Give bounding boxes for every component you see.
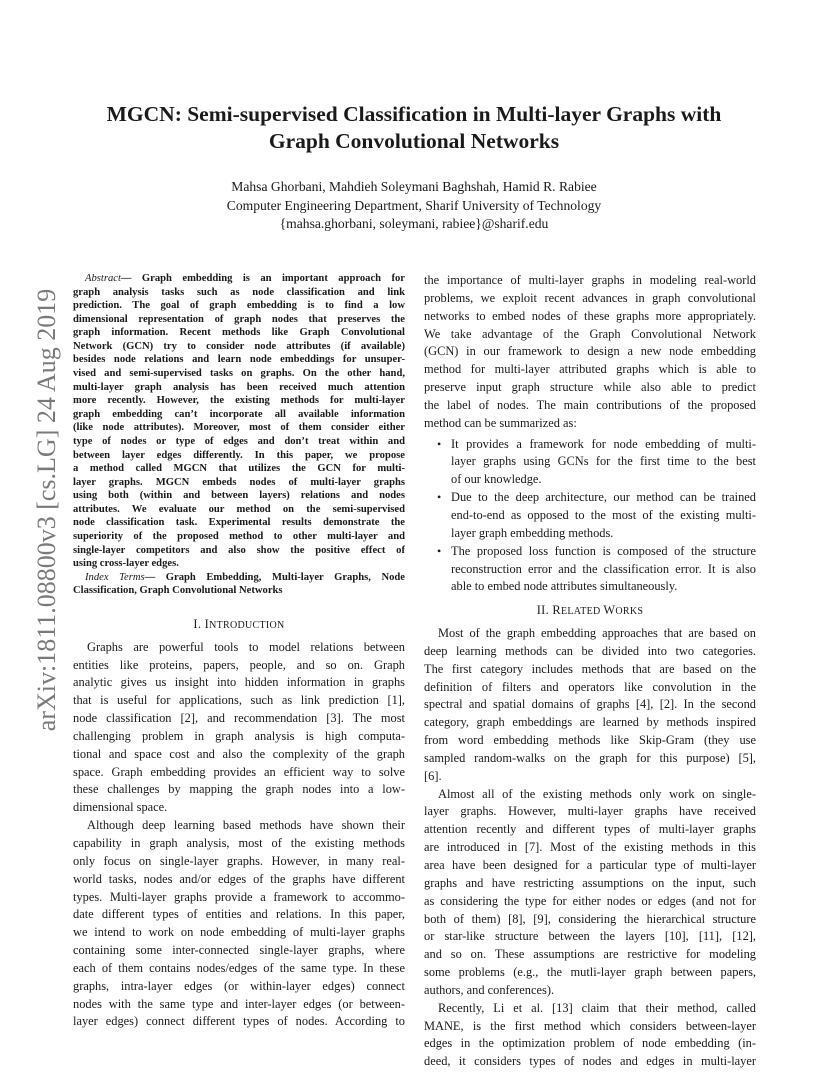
paragraph-line: as considering the type for either nodes or edges (and not for — [424, 893, 756, 908]
paragraph-line: capability in graph analysis, most of the existing methods — [73, 836, 405, 850]
paragraph-line: both of them) [8], [9], considering the hierarchical structure — [424, 911, 756, 926]
paragraph-line: definition of filters and operators like convolution in the — [424, 679, 756, 694]
paragraph-line: deep learning methods can be divided into two categories. — [424, 643, 756, 658]
paragraph-line: tional and space cost and also the complexity of the graph — [73, 746, 405, 761]
index-terms-label: Index Terms — [85, 571, 145, 583]
paragraph-line: spectral and spatial domains of graphs [4], [2]. In the second — [424, 697, 756, 712]
paragraph-line: authors, and conferences). — [424, 982, 555, 997]
abstract-line: multi-layer graph analysis has been received much attention — [73, 381, 405, 393]
author-block — [60, 178, 768, 234]
abstract-line: superiority of the proposed method to other multi-layer and — [73, 530, 405, 542]
contribution-line: end-to-end as opposed to the most of the existing multi- — [451, 507, 756, 522]
section-title-rest: ELATED — [560, 606, 604, 618]
paragraph-line: are introduced in [7]. Most of the existing methods in this — [424, 840, 756, 855]
abstract-line: (like node attributes). Moreover, most of them consider either — [73, 422, 405, 434]
section-title-initial: W — [603, 603, 616, 618]
section-heading-introduction — [73, 616, 405, 635]
abstract-line: dimensional representation of graph nodes that preserves the — [73, 313, 405, 325]
paragraph-line: layer graphs. However, multi-layer graphs have received — [424, 804, 756, 819]
abstract-line: vised and semi-supervised tasks on graphs. On the other hand, — [73, 368, 405, 380]
paragraph-line: Graphs are powerful tools to model relations between — [87, 639, 405, 654]
author-affiliation: Computer Engineering Department, Sharif University of Technology — [226, 197, 602, 213]
paragraph-line: these challenges by mapping the graph nodes into a low- — [73, 782, 405, 797]
related-paragraph-3 — [424, 1000, 756, 1071]
index-terms-line — [73, 571, 405, 585]
paragraph-line: challenging problem in graph analysis is high computa- — [73, 728, 405, 743]
paragraph-line: edges in the optimization problem of node embedding (in- — [424, 1036, 756, 1051]
paragraph-line: method can be summarized as: — [424, 415, 577, 430]
contribution-line: Due to the deep architecture, our method can be trained — [451, 490, 756, 505]
paragraph-line: the importance of multi-layer graphs in modeling real-world — [424, 273, 756, 287]
paragraph-line: that is useful for applications, such as link prediction [1], — [73, 693, 405, 708]
abstract-line: node classification task. Experimental results demonstrate the — [73, 517, 405, 529]
paragraph-line: space. Graph embedding provides an efficient way to solve — [73, 764, 405, 779]
paragraph-line: we intend to work on node embedding of multi-layer graphs — [73, 925, 405, 940]
abstract-label: Abstract — [85, 273, 121, 284]
paragraph-line: some problems (e.g., the mutli-layer graph between papers, — [424, 965, 756, 980]
intro-paragraph-2 — [73, 817, 405, 1031]
left-column — [73, 272, 405, 1031]
paragraph-line: Most of the graph embedding approaches that are based on — [438, 626, 756, 641]
paragraph-line: Although deep learning based methods have shown their — [87, 818, 405, 833]
abstract-line: single-layer competitors and also show the positive effect of — [73, 544, 405, 556]
contribution-line: layer graphs using GCNs for the first time to the best — [451, 454, 756, 469]
paragraph-line: (GCN) in our framework to design a new node embedding — [424, 344, 756, 359]
abstract-line: using both (within and between layers) relations and nodes — [73, 490, 405, 502]
contribution-line: It provides a framework for node embedding of multi- — [451, 436, 756, 451]
paragraph-line: We take advantage of the Graph Convolutional Network — [424, 326, 756, 341]
bullet-icon: • — [437, 490, 442, 505]
bullet-icon: • — [437, 436, 442, 451]
contribution-line: layer graph embedding methods. — [451, 525, 614, 540]
author-names: Mahsa Ghorbani, Mahdieh Soleymani Baghshah, Hamid R. Rabiee — [231, 179, 597, 194]
paragraph-line: and so on. These assumptions are restrictive for modeling — [424, 947, 756, 962]
abstract-line: prediction. The goal of graph embedding is to find a low — [73, 300, 405, 312]
paragraph-line: graphs, intra-layer edges (or within-layer edges) connect — [73, 978, 405, 993]
paragraph-line: node classification [2], and recommendation [3]. The most — [73, 711, 405, 726]
paragraph-line: the label of nodes. The main contributions of the proposed — [424, 397, 756, 412]
abstract — [73, 272, 405, 598]
paragraph-line: from word embedding methods like Skip-Gram (they use — [424, 733, 756, 748]
contribution-item — [424, 489, 756, 543]
right-column — [424, 272, 756, 1071]
abstract-line: besides node relations and learn node embeddings for unsuper- — [73, 354, 405, 366]
paragraph-line: containing some inter-connected single-layer graphs, where — [73, 943, 405, 958]
paragraph-line: MANE, is the first method which considers between-layer — [424, 1018, 756, 1033]
paragraph-line: only focus on single-layer graphs. However, in many real- — [73, 853, 405, 868]
section-heading-related-works — [424, 602, 756, 621]
section-title-rest: NTRODUCTION — [209, 619, 285, 631]
paragraph-line: Recently, Li et al. [13] claim that their method, called — [438, 1000, 756, 1015]
abstract-line — [73, 272, 405, 286]
paper-title — [60, 101, 768, 155]
contribution-line: reconstruction error and the classification error. It is also — [451, 561, 756, 576]
paragraph-line: layer edges) connect different types of nodes. According to — [73, 1014, 405, 1029]
index-terms-line: Classification, Graph Convolutional Networks — [73, 585, 283, 597]
abstract-line: graph analysis tasks such as node classification and link — [73, 286, 405, 298]
title-line: Graph Convolutional Networks — [268, 129, 560, 153]
index-terms-text: — Graph Embedding, Multi-layer Graphs, Node — [144, 571, 405, 583]
paragraph-line: attention recently and different types of multi-layer graphs — [424, 822, 756, 837]
paragraph-line: problems, we exploit recent advances in graph convolutional — [424, 290, 756, 305]
paragraph-line: analytic gives us insight into hidden information in graphs — [73, 675, 405, 690]
abstract-line: graph information. Recent methods like Graph Convolutional — [73, 327, 405, 339]
paragraph-line: each of them contains nodes/edges of the same type. In these — [73, 960, 405, 975]
abstract-line: type of nodes or type of edges and don’t treat within and — [73, 435, 405, 447]
paragraph-line: networks to embed nodes of these graphs more appropriately. — [424, 308, 756, 323]
intro-paragraph-1 — [73, 639, 405, 817]
contribution-item — [424, 436, 756, 490]
contribution-line: The proposed loss function is composed of the structure — [451, 543, 756, 558]
abstract-line: graph embedding can’t incorporate all available information — [73, 408, 405, 420]
arxiv-identifier: arXiv:1811.08800v3 [cs.LG] 24 Aug 2019 — [32, 288, 61, 732]
section-number: I. — [193, 616, 205, 631]
abstract-line: attributes. We evaluate our method on the semi-supervised — [73, 503, 405, 515]
abstract-text: — Graph embedding is an important approach for — [120, 273, 405, 284]
section-title-rest: ORKS — [615, 606, 644, 618]
contribution-line: able to embed node attributes simultaneously. — [451, 579, 678, 594]
paragraph-line: dimensional space. — [73, 800, 168, 815]
bullet-icon: • — [437, 543, 442, 558]
paragraph-line: [6]. — [424, 768, 442, 783]
intro-continuation — [424, 272, 756, 433]
abstract-line: Network (GCN) try to consider node attributes (if available) — [73, 340, 405, 352]
paragraph-line: sampled random-walks on the graph for this purpose) [5], — [424, 750, 756, 765]
paragraph-line: nodes with the same type and inter-layer edges (or between- — [73, 996, 405, 1011]
paragraph-line: method for multi-layer attributed graphs which is able to — [424, 362, 756, 377]
paragraph-line: graphs and have restricting assumptions on the input, such — [424, 875, 756, 890]
abstract-line: layer graphs. MGCN embeds nodes of multi-layer graphs — [73, 476, 405, 488]
paragraph-line: or star-like structure between the layers [10], [11], [12], — [424, 929, 756, 944]
abstract-line: a method called MGCN that utilizes the GCN for multi- — [73, 463, 405, 475]
abstract-line: using cross-layer edges. — [73, 558, 179, 570]
paragraph-line: Almost all of the existing methods only work on single- — [438, 786, 756, 801]
paragraph-line: world tasks, nodes and/or edges of the graphs have different — [73, 871, 405, 886]
paragraph-line: category, graph embeddings are learned by methods inspired — [424, 715, 756, 730]
paragraph-line: preserve input graph structure while also able to predict — [424, 380, 756, 395]
paragraph-line: types. Multi-layer graphs provide a framework to accommo- — [73, 889, 405, 904]
abstract-line: between layer edges differently. In this paper, we propose — [73, 449, 405, 461]
section-title-initial: R — [552, 603, 561, 618]
paragraph-line: date different types of entities and relations. In this paper, — [73, 907, 405, 922]
abstract-line: more recently. However, the existing methods for multi-layer — [73, 395, 405, 407]
related-paragraph-1 — [424, 625, 756, 786]
paragraph-line: The first category includes methods that are based on the — [424, 661, 756, 676]
title-line: MGCN: Semi-supervised Classification in Multi-layer Graphs with — [106, 102, 722, 126]
paragraph-line: area have been designed for a particular type of multi-layer — [424, 858, 756, 872]
section-title-initial: I — [204, 616, 210, 631]
section-number: II. — [536, 603, 553, 618]
contribution-line: of our knowledge. — [451, 472, 542, 487]
contribution-item — [424, 543, 756, 597]
abstract-body — [73, 286, 405, 571]
contributions-list — [424, 436, 756, 597]
related-paragraph-2 — [424, 786, 756, 1000]
author-emails: {mahsa.ghorbani, soleymani, rabiee}@sharif.edu — [279, 216, 549, 231]
paragraph-line: deed, it considers types of nodes and edges in multi-layer — [424, 1054, 756, 1069]
paragraph-line: entities like proteins, papers, people, and so on. Graph — [73, 657, 405, 672]
